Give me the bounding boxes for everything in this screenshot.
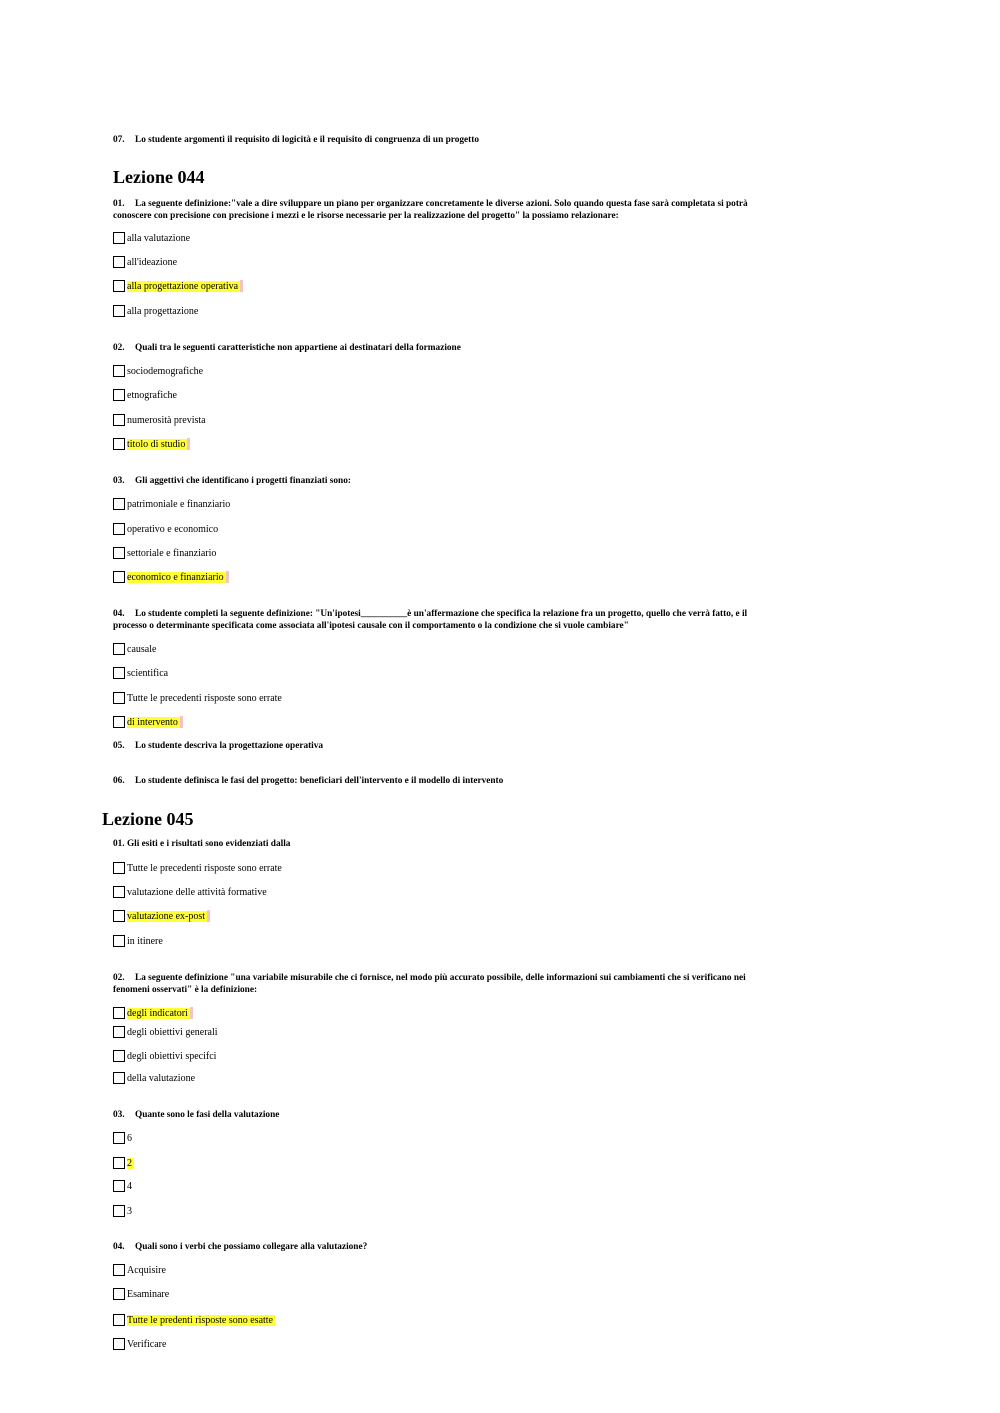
checkbox[interactable]	[113, 571, 125, 583]
checkbox[interactable]	[113, 910, 125, 922]
answer-option-correct[interactable]	[113, 279, 243, 293]
question-045-02	[113, 972, 746, 996]
option-label: etnografiche	[127, 389, 177, 401]
answer-option[interactable]	[113, 934, 163, 948]
answer-option[interactable]	[113, 546, 216, 560]
answer-option[interactable]	[113, 1287, 169, 1301]
question-text: Lo studente definisca le fasi del progetto: beneficiari dell'intervento e il modello di intervento	[135, 776, 504, 786]
question-number: 07.	[113, 135, 125, 145]
checkbox[interactable]	[113, 523, 125, 535]
question-text: Quali tra le seguenti caratteristiche non appartiene ai destinatari della formazione	[135, 343, 461, 353]
answer-option[interactable]	[113, 861, 282, 875]
answer-option[interactable]	[113, 497, 230, 511]
answer-option[interactable]	[113, 255, 177, 269]
highlighted-option-label: economico e finanziario	[127, 571, 224, 583]
checkbox[interactable]	[113, 643, 125, 655]
highlighted-option-label: valutazione ex-post	[127, 910, 206, 922]
checkbox[interactable]	[113, 862, 125, 874]
question-044-03	[113, 475, 351, 487]
answer-option[interactable]	[113, 522, 218, 536]
option-label: scientifica	[127, 667, 169, 679]
question-044-02	[113, 342, 461, 354]
question-text: Quali sono i verbi che possiamo collegare alla valutazione?	[135, 1242, 368, 1252]
checkbox[interactable]	[113, 1288, 125, 1300]
question-text-line1: La seguente definizione "una variabile misurabile che ci fornisce, nel modo più accurato possibile, delle informazioni sui cambiamenti che si verificano nei	[135, 973, 746, 983]
checkbox[interactable]	[113, 1338, 125, 1350]
answer-option[interactable]	[113, 1025, 218, 1039]
answer-option-correct[interactable]	[113, 570, 229, 584]
question-045-04	[113, 1241, 367, 1253]
answer-option[interactable]	[113, 1263, 166, 1277]
question-text-line1: Lo studente completi la seguente definizione: "Un'ipotesi__________è un'affermazione che specifica la relazione fra un progetto, quello che verrà fatto, e il	[135, 609, 748, 619]
checkbox[interactable]	[113, 692, 125, 704]
highlight-edge	[240, 280, 243, 292]
highlighted-option-label: Tutte le predenti risposte sono esatte	[127, 1314, 273, 1326]
question-number: 06.	[113, 776, 125, 786]
checkbox[interactable]	[113, 667, 125, 679]
highlighted-option-label: 2	[127, 1157, 132, 1169]
question-number: 02.	[113, 343, 125, 353]
option-label: 3	[127, 1205, 132, 1217]
highlighted-option-label: titolo di studio	[127, 438, 186, 450]
question-07	[113, 134, 479, 146]
answer-option-correct[interactable]	[113, 1156, 134, 1170]
option-label: della valutazione	[127, 1072, 196, 1084]
checkbox[interactable]	[113, 1314, 125, 1326]
option-label: operativo e economico	[127, 523, 219, 535]
answer-option[interactable]	[113, 1179, 132, 1193]
question-number: 01.	[113, 839, 125, 849]
checkbox[interactable]	[113, 232, 125, 244]
question-044-01	[113, 198, 748, 222]
option-label: degli obiettivi generali	[127, 1026, 218, 1038]
checkbox[interactable]	[113, 716, 125, 728]
checkbox[interactable]	[113, 1205, 125, 1217]
question-text: Lo studente descriva la progettazione operativa	[135, 741, 324, 751]
checkbox[interactable]	[113, 498, 125, 510]
checkbox[interactable]	[113, 1050, 125, 1062]
answer-option[interactable]	[113, 1337, 166, 1351]
question-number: 03.	[113, 476, 125, 486]
answer-option[interactable]	[113, 666, 168, 680]
question-044-06	[113, 775, 503, 787]
answer-option[interactable]	[113, 304, 198, 318]
checkbox[interactable]	[113, 1132, 125, 1144]
option-label: 4	[127, 1180, 132, 1192]
answer-option[interactable]	[113, 413, 206, 427]
question-044-05	[113, 740, 323, 752]
answer-option[interactable]	[113, 231, 190, 245]
option-label: patrimoniale e finanziario	[127, 498, 231, 510]
checkbox[interactable]	[113, 1072, 125, 1084]
question-number: 04.	[113, 1242, 125, 1252]
question-number: 05.	[113, 741, 125, 751]
question-number: 04.	[113, 609, 125, 619]
checkbox[interactable]	[113, 935, 125, 947]
checkbox[interactable]	[113, 1157, 125, 1169]
highlighted-option-label: alla progettazione operativa	[127, 280, 239, 292]
option-label: Verificare	[127, 1338, 167, 1350]
answer-option[interactable]	[113, 691, 282, 705]
checkbox[interactable]	[113, 1180, 125, 1192]
answer-option[interactable]	[113, 364, 203, 378]
question-text-line1: La seguente definizione:"vale a dire sviluppare un piano per organizzare concretamente le diverse azioni. Solo quando questa fase sarà completata si potrà	[135, 199, 748, 209]
option-label: Tutte le precedenti risposte sono errate	[127, 692, 282, 704]
highlight-edge	[180, 716, 183, 728]
checkbox[interactable]	[113, 305, 125, 317]
answer-option[interactable]	[113, 1131, 132, 1145]
checkbox[interactable]	[113, 1264, 125, 1276]
answer-option-correct[interactable]	[113, 437, 190, 451]
option-label: all'ideazione	[127, 256, 178, 268]
option-label: in itinere	[127, 935, 163, 947]
answer-option[interactable]	[113, 1049, 216, 1063]
question-045-01	[113, 838, 290, 850]
option-label: 6	[127, 1132, 132, 1144]
answer-option[interactable]	[113, 642, 156, 656]
option-label: degli obiettivi specifci	[127, 1050, 217, 1062]
highlighted-option-label: degli indicatori	[127, 1007, 188, 1019]
checkbox[interactable]	[113, 256, 125, 268]
question-text: Gli aggettivi che identificano i progetti finanziati sono:	[135, 476, 351, 486]
checkbox[interactable]	[113, 1007, 125, 1019]
checkbox[interactable]	[113, 438, 125, 450]
lesson-044-title: Lezione 044	[113, 167, 205, 187]
answer-option-correct[interactable]	[113, 715, 183, 729]
answer-option[interactable]	[113, 1204, 132, 1218]
question-044-04	[113, 608, 747, 632]
option-label: sociodemografiche	[127, 365, 204, 377]
option-label: Esaminare	[127, 1288, 170, 1300]
checkbox[interactable]	[113, 1026, 125, 1038]
question-text: Quante sono le fasi della valutazione	[135, 1110, 280, 1120]
option-label: Acquisire	[127, 1264, 166, 1276]
checkbox[interactable]	[113, 365, 125, 377]
option-label: causale	[127, 643, 157, 655]
question-text-line2: processo o determinante specificata come associata all'ipotesi causale con il comportamento o la condizione che si vuole cambiare"	[113, 621, 629, 631]
lesson-045-title: Lezione 045	[102, 809, 194, 829]
answer-option-correct[interactable]	[113, 1313, 275, 1327]
answer-option-correct[interactable]	[113, 1006, 193, 1020]
highlight-edge	[187, 438, 190, 450]
question-text: Lo studente argomenti il requisito di logicità e il requisito di congruenza di un progetto	[135, 135, 479, 145]
highlighted-option-label: di intervento	[127, 716, 178, 728]
question-text-line2: conoscere con precisione con precisione i mezzi e le risorse necessarie per la realizzazione del progetto" la possiamo relazionare:	[113, 211, 619, 221]
question-number: 03.	[113, 1110, 125, 1120]
checkbox[interactable]	[113, 414, 125, 426]
checkbox[interactable]	[113, 389, 125, 401]
checkbox[interactable]	[113, 547, 125, 559]
checkbox[interactable]	[113, 886, 125, 898]
option-label: Tutte le precedenti risposte sono errate	[127, 862, 282, 874]
answer-option-correct[interactable]	[113, 909, 210, 923]
highlight-edge	[207, 910, 210, 922]
answer-option[interactable]	[113, 885, 267, 899]
option-label: alla progettazione	[127, 305, 199, 317]
checkbox[interactable]	[113, 280, 125, 292]
answer-option[interactable]	[113, 1071, 195, 1085]
highlight-edge	[226, 571, 229, 583]
question-text-line2: fenomeni osservati" è la definizione:	[113, 985, 258, 995]
answer-option[interactable]	[113, 388, 177, 402]
question-number: 01.	[113, 199, 125, 209]
option-label: valutazione delle attività formative	[127, 886, 267, 898]
option-label: numerosità prevista	[127, 414, 206, 426]
question-text: Gli esiti e i risultati sono evidenziati dalla	[126, 839, 291, 849]
question-045-03	[113, 1109, 279, 1121]
option-label: settoriale e finanziario	[127, 547, 217, 559]
highlight-edge	[190, 1007, 193, 1019]
question-number: 02.	[113, 973, 125, 983]
option-label: alla valutazione	[127, 232, 191, 244]
